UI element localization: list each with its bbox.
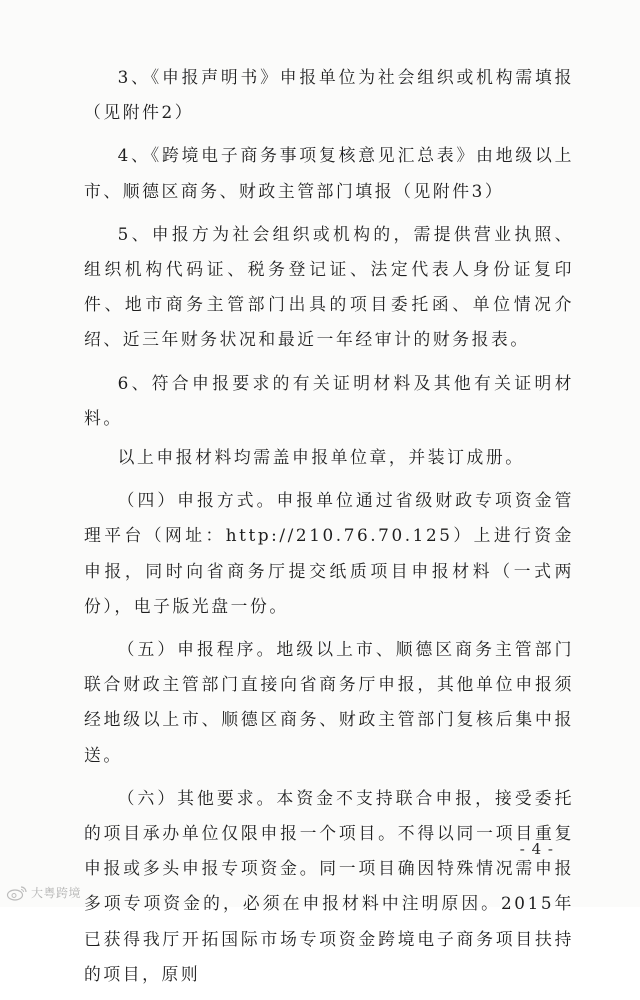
page-number: - 4 - [519,840,554,858]
paragraph-item-3: 3、《申报声明书》申报单位为社会组织或机构需填报（见附件2） [84,67,574,123]
paragraph-submission-procedure: （五）申报程序。地级以上市、顺德区商务主管部门联合财政主管部门直接向省商务厅申报，其他单位申报须经地级以上市、顺德区商务、财政主管部门复核后集中报送。 [84,639,574,765]
paragraph-seal-note: 以上申报材料均需盖申报单位章，并装订成册。 [117,447,525,468]
paragraph-submission-method: （四）申报方式。申报单位通过省级财政专项资金管理平台（网址：http://210.76.70.125）上进行资金申报，同时向省商务厅提交纸质项目申报材料（一式两份），电子版光盘一份。 [84,490,574,616]
paragraph-item-5: 5、申报方为社会组织或机构的，需提供营业执照、组织机构代码证、税务登记证、法定代表人身份证复印件、地市商务主管部门出具的项目委托函、单位情况介绍、近三年财务状况和最近一年经审计的财务报表。 [84,223,574,350]
weibo-icon [6,885,28,901]
watermark [6,884,81,901]
paragraph-item-4: 4、《跨境电子商务事项复核意见汇总表》由地级以上市、顺德区商务、财政主管部门填报（见附件3） [84,145,574,201]
paragraph-other-requirements: （六）其他要求。本资金不支持联合申报，接受委托的项目承办单位仅限申报一个项目。不得以同一项目重复申报或多头申报专项资金。同一项目确因特殊情况需申报多项专项资金的，必须在申报材料中注明原因。2015年已获得我厅开拓国际市场专项资金跨境电子商务项目扶持的项目，原则 [84,787,574,984]
paragraph-item-6: 6、符合申报要求的有关证明材料及其他有关证明材料。 [84,372,574,428]
watermark-text: 大粤跨境 [31,886,82,900]
document-body [84,60,574,1000]
